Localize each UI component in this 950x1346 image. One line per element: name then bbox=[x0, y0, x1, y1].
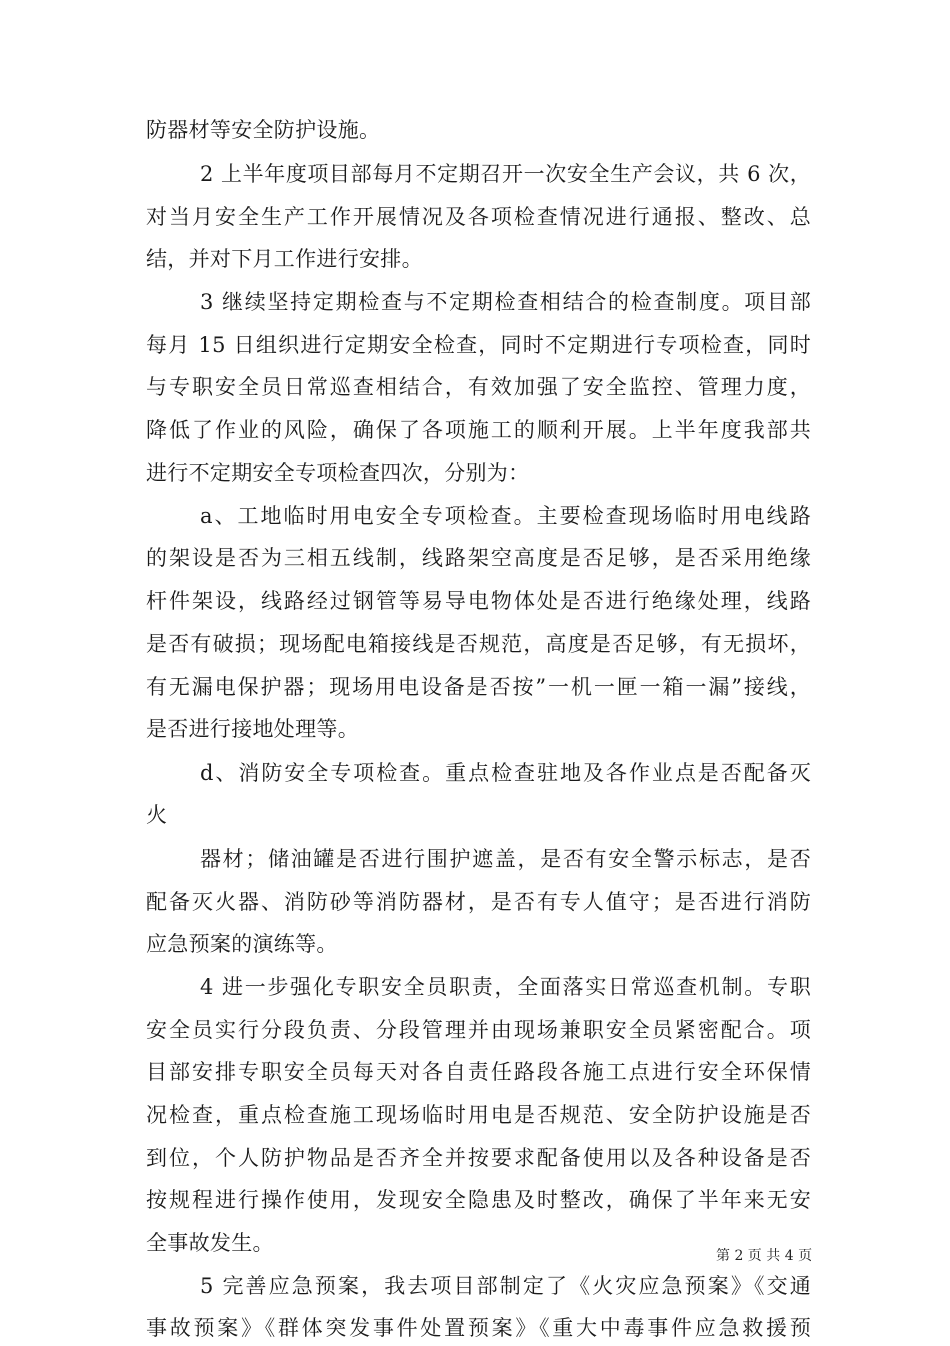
text-line: 有无漏电保护器；现场用电设备是否按”一机一匣一箱一漏”接线， bbox=[146, 675, 811, 699]
text-line: 杆件架设，线路经过钢管等易导电物体处是否进行绝缘处理，线路 bbox=[146, 589, 811, 613]
text-line: 与专职安全员日常巡查相结合，有效加强了安全监控、管理力度， bbox=[146, 375, 811, 399]
text-line: 进行不定期安全专项检查四次，分别为： bbox=[146, 461, 530, 485]
text-line: 目部安排专职安全员每天对各自责任路段各施工点进行安全环保情 bbox=[146, 1060, 811, 1084]
text-line: 器材；储油罐是否进行围护遮盖，是否有安全警示标志，是否 bbox=[200, 847, 811, 871]
text-line: 的架设是否为三相五线制，线路架空高度是否足够，是否采用绝缘 bbox=[146, 546, 811, 570]
text-line: 是否进行接地处理等。 bbox=[146, 717, 359, 741]
text-line: 是否有破损；现场配电箱接线是否规范，高度是否足够，有无损坏， bbox=[146, 632, 811, 656]
text-line: d、消防安全专项检查。重点检查驻地及各作业点是否配备灭 bbox=[200, 761, 811, 785]
text-line: 按规程进行操作使用，发现安全隐患及时整改，确保了半年来无安 bbox=[146, 1188, 811, 1212]
text-line: 降低了作业的风险，确保了各项施工的顺利开展。上半年度我部共 bbox=[146, 418, 811, 442]
text-line: 安全员实行分段负责、分段管理并由现场兼职安全员紧密配合。项 bbox=[146, 1018, 811, 1042]
text-line: 配备灭火器、消防砂等消防器材，是否有专人值守；是否进行消防 bbox=[146, 890, 811, 914]
text-line: 火 bbox=[146, 803, 168, 827]
text-line: 对当月安全生产工作开展情况及各项检查情况进行通报、整改、总 bbox=[146, 205, 811, 229]
text-line: 况检查，重点检查施工现场临时用电是否规范、安全防护设施是否 bbox=[146, 1103, 811, 1127]
text-line: 3 继续坚持定期检查与不定期检查相结合的检查制度。项目部 bbox=[200, 290, 811, 314]
text-line: 事故预案》《群体突发事件处置预案》《重大中毒事件应急救援预 bbox=[146, 1316, 811, 1340]
text-line: 每月 15 日组织进行定期安全检查，同时不定期进行专项检查，同时 bbox=[146, 333, 811, 357]
text-line: 全事故发生。 bbox=[146, 1231, 274, 1255]
page-indicator: 第 2 页 共 4 页 bbox=[716, 1248, 813, 1264]
text-line: 防器材等安全防护设施。 bbox=[146, 118, 381, 142]
text-line: 结，并对下月工作进行安排。 bbox=[146, 247, 423, 271]
text-line: a、工地临时用电安全专项检查。主要检查现场临时用电线路 bbox=[200, 504, 811, 528]
text-line: 4 进一步强化专职安全员职责，全面落实日常巡查机制。专职 bbox=[200, 975, 811, 999]
text-line: 2 上半年度项目部每月不定期召开一次安全生产会议，共 6 次， bbox=[200, 162, 811, 186]
text-line: 到位，个人防护物品是否齐全并按要求配备使用以及各种设备是否 bbox=[146, 1146, 811, 1170]
text-line: 5 完善应急预案，我去项目部制定了《火灾应急预案》《交通 bbox=[200, 1274, 811, 1298]
text-line: 应急预案的演练等。 bbox=[146, 932, 338, 956]
